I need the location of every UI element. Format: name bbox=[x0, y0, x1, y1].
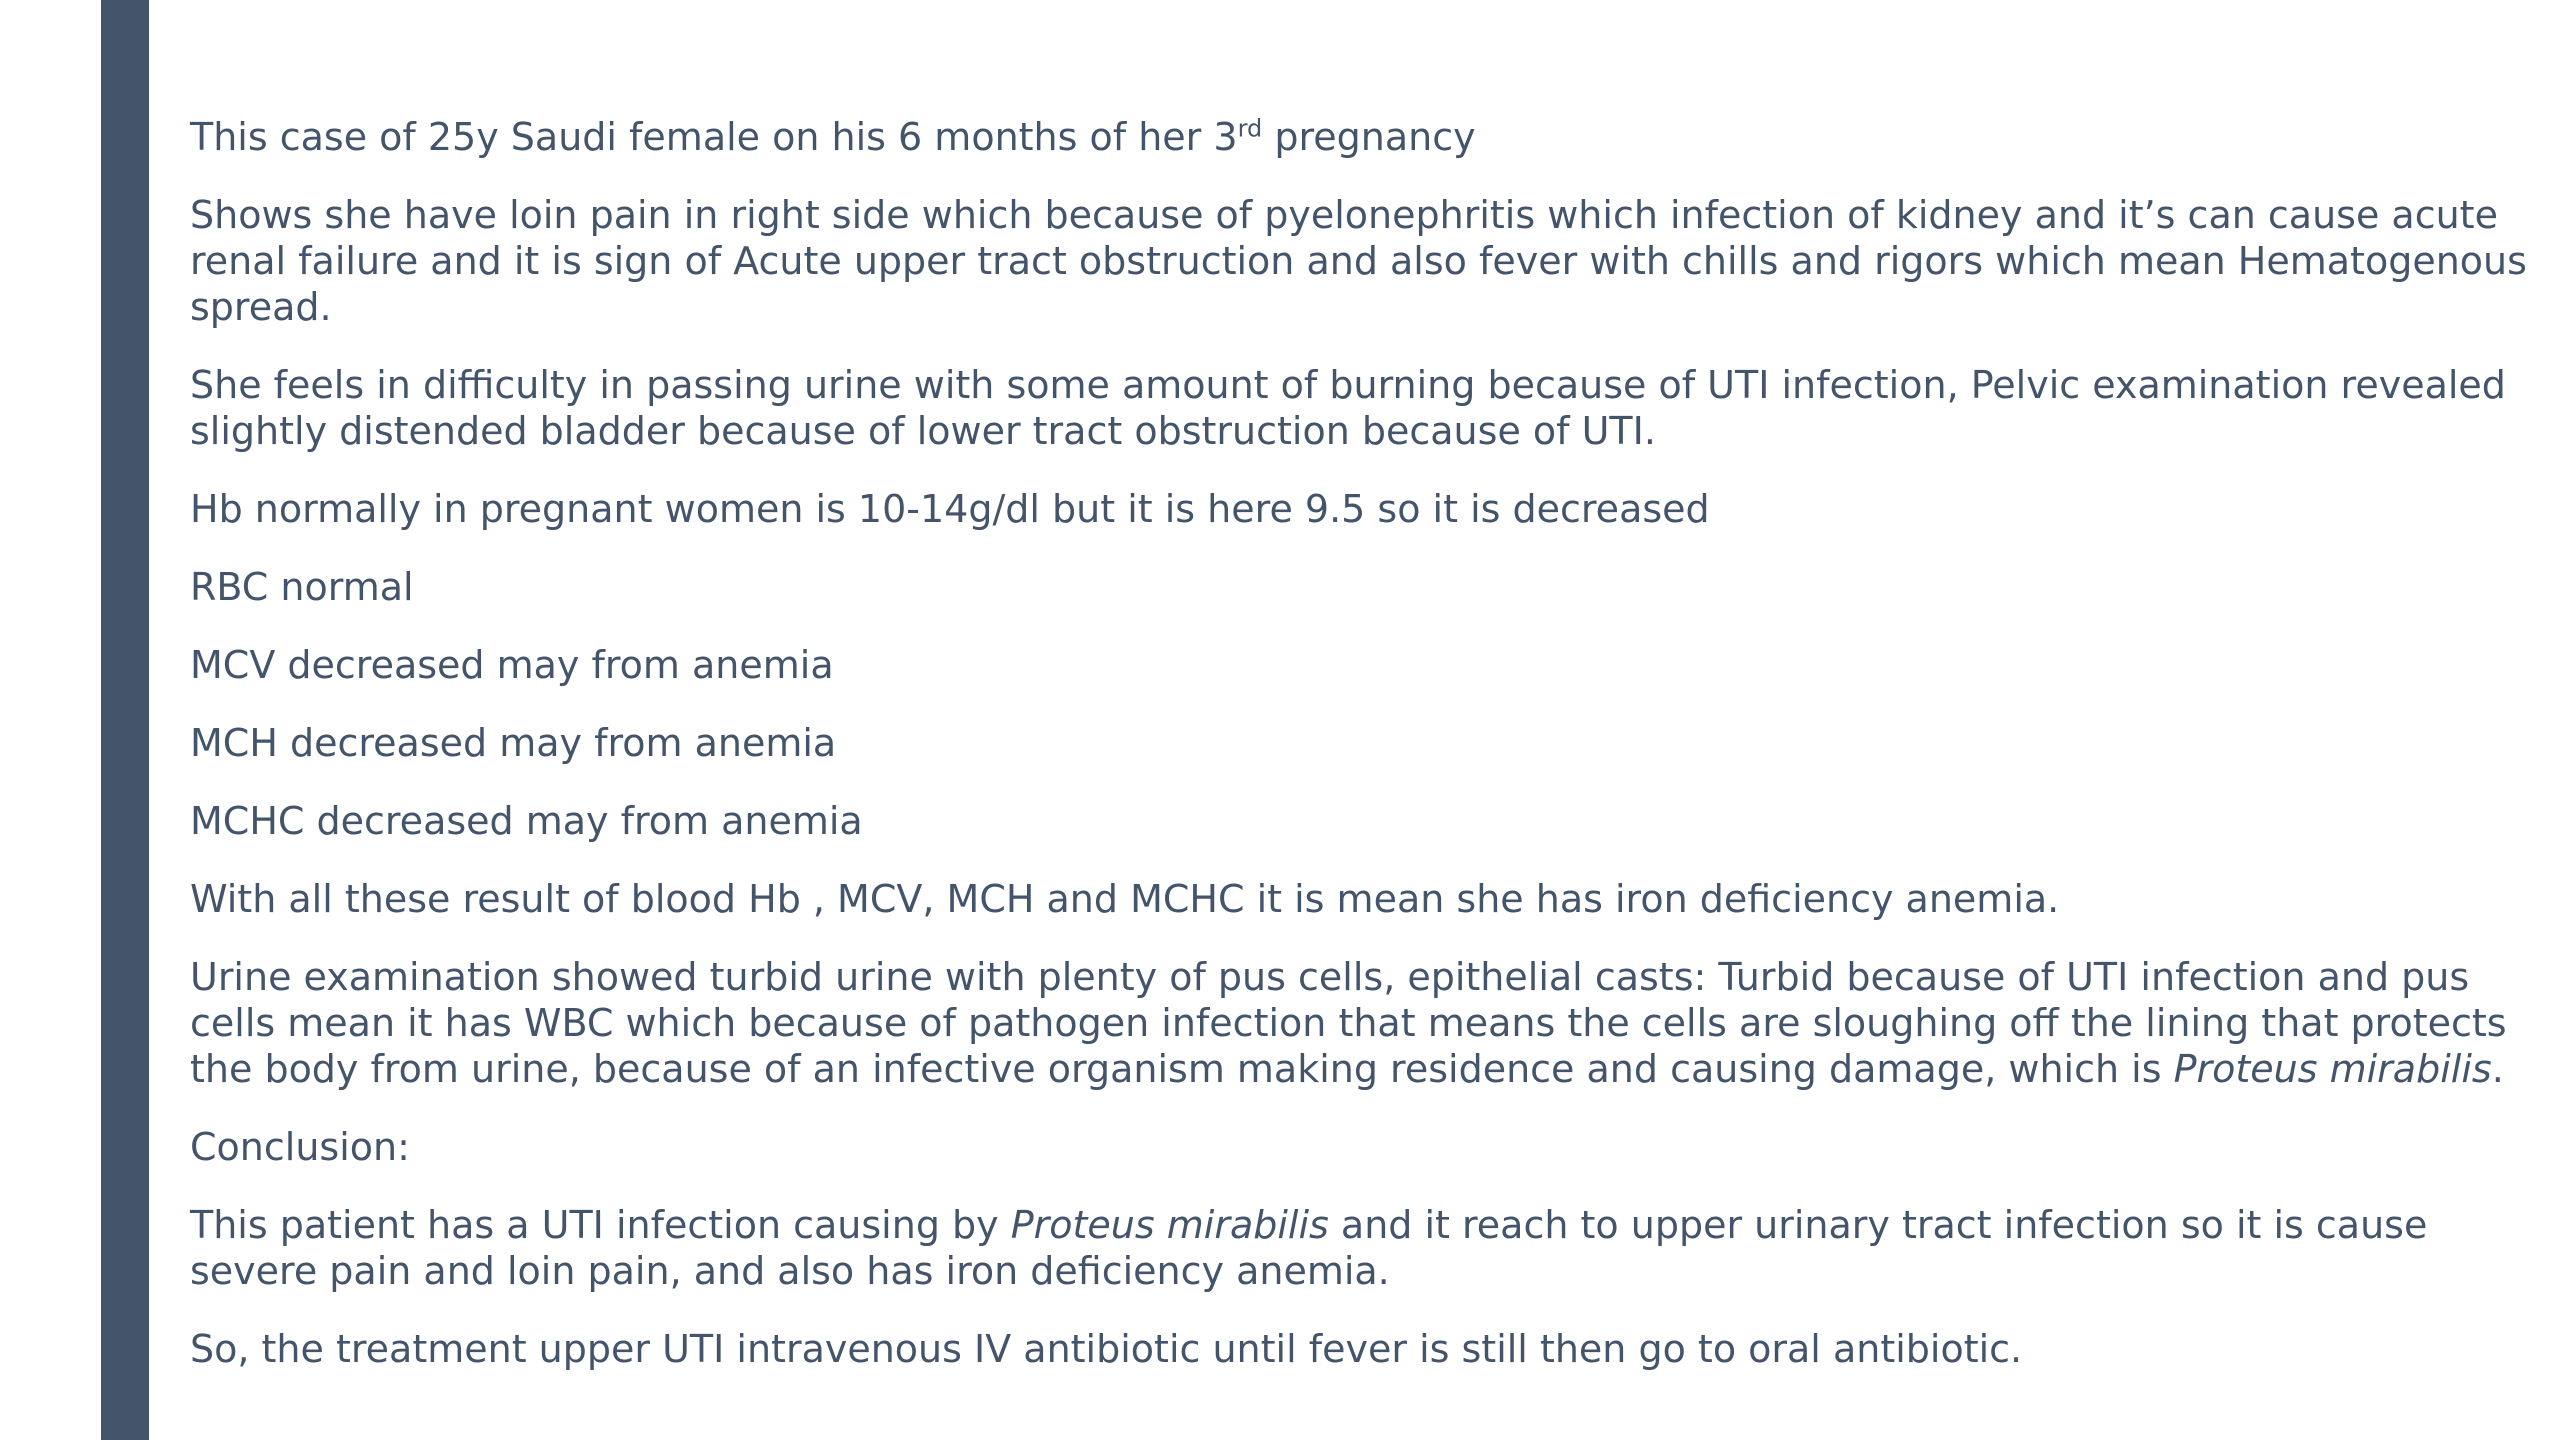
accent-side-bar bbox=[101, 0, 149, 1440]
organism-name: Proteus mirabilis bbox=[1010, 1203, 1329, 1247]
paragraph-mchc: MCHC decreased may from anemia bbox=[190, 799, 863, 843]
paragraph-mcv: MCV decreased may from anemia bbox=[190, 643, 834, 687]
paragraph-treatment: So, the treatment upper UTI intravenous IV antibiotic until fever is still then go to oral antibiotic. bbox=[190, 1327, 2023, 1371]
ordinal-superscript: rd bbox=[1237, 114, 1263, 143]
organism-name: Proteus mirabilis bbox=[2173, 1047, 2492, 1091]
paragraph-conclusion: This patient has a UTI infection causing by Proteus mirabilis and it reach to upper urinary tract infection so it is cause severe pain and loin pain, and also has iron deficiency anemia. bbox=[190, 1203, 2428, 1293]
paragraph-mch: MCH decreased may from anemia bbox=[190, 721, 837, 765]
document-body bbox=[190, 114, 2540, 1404]
paragraph-blood-summary: With all these result of blood Hb , MCV, MCH and MCHC it is mean she has iron deficiency anemia. bbox=[190, 877, 2060, 921]
paragraph-urination: She feels in difficulty in passing urine with some amount of burning because of UTI infection, Pelvic examination revealed slightly distended bladder because of lower tract obstruction because of UTI. bbox=[190, 363, 2506, 453]
paragraph-loin-pain: Shows she have loin pain in right side which because of pyelonephritis which infection of kidney and it’s can cause acute renal failure and it is sign of Acute upper tract obstruction and also fever with chills and rigors which mean Hematogenous spread. bbox=[190, 193, 2527, 329]
paragraph-urine-exam: Urine examination showed turbid urine with plenty of pus cells, epithelial casts: Turbid because of UTI infection and pus cells mean it has WBC which because of pathogen infection that means the cells are sloughing off the lining that protects the body from urine, because of an infective organism making residence and causing damage, which is Proteus mirabilis. bbox=[190, 955, 2507, 1091]
paragraph-conclusion-heading: Conclusion: bbox=[190, 1125, 410, 1169]
paragraph-case-intro: This case of 25y Saudi female on his 6 months of her 3rd pregnancy bbox=[190, 114, 1476, 159]
paragraph-rbc: RBC normal bbox=[190, 565, 414, 609]
paragraph-hb: Hb normally in pregnant women is 10-14g/dl but it is here 9.5 so it is decreased bbox=[190, 487, 1710, 531]
